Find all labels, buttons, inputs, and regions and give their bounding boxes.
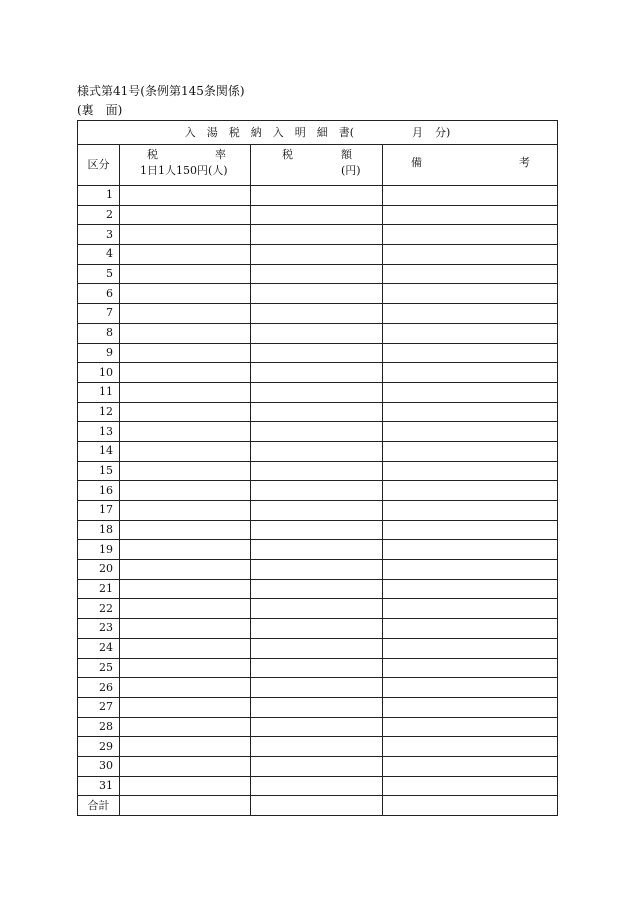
rate-cell[interactable] (120, 756, 251, 776)
table-title-month: 月 (412, 125, 424, 139)
amount-cell[interactable] (251, 284, 383, 304)
rate-cell[interactable] (120, 481, 251, 501)
remarks-cell[interactable] (383, 245, 558, 265)
amount-cell[interactable] (251, 737, 383, 757)
remarks-cell[interactable] (383, 540, 558, 560)
remarks-cell[interactable] (383, 304, 558, 324)
remarks-cell[interactable] (383, 382, 558, 402)
row-number: 29 (78, 737, 120, 757)
rate-cell[interactable] (120, 186, 251, 206)
table-row (78, 560, 558, 580)
remarks-cell[interactable] (383, 737, 558, 757)
header-tax-amount (251, 145, 383, 186)
remarks-cell[interactable] (383, 225, 558, 245)
table-row (78, 599, 558, 619)
amount-cell[interactable] (251, 697, 383, 717)
header-tax-amount-char1: 税 (282, 148, 293, 161)
row-number: 3 (78, 225, 120, 245)
amount-cell[interactable] (251, 205, 383, 225)
remarks-cell[interactable] (383, 186, 558, 206)
remarks-cell[interactable] (383, 323, 558, 343)
row-number: 11 (78, 382, 120, 402)
table-row (78, 619, 558, 639)
remarks-cell[interactable] (383, 776, 558, 796)
row-number: 23 (78, 619, 120, 639)
rate-cell[interactable] (120, 343, 251, 363)
table-row (78, 481, 558, 501)
rate-cell[interactable] (120, 245, 251, 265)
row-number: 5 (78, 264, 120, 284)
row-number: 16 (78, 481, 120, 501)
header-remarks (383, 145, 558, 186)
remarks-cell[interactable] (383, 579, 558, 599)
rate-cell[interactable] (120, 461, 251, 481)
row-number: 17 (78, 501, 120, 521)
remarks-cell[interactable] (383, 284, 558, 304)
row-number: 28 (78, 717, 120, 737)
rate-cell[interactable] (120, 422, 251, 442)
remarks-cell[interactable] (383, 678, 558, 698)
row-number: 15 (78, 461, 120, 481)
rate-cell[interactable] (120, 737, 251, 757)
amount-cell[interactable] (251, 323, 383, 343)
header-tax-rate-char2: 率 (215, 148, 226, 161)
remarks-cell[interactable] (383, 717, 558, 737)
rate-cell[interactable] (120, 697, 251, 717)
total-label: 合計 (78, 796, 120, 816)
rate-cell[interactable] (120, 678, 251, 698)
row-number: 9 (78, 343, 120, 363)
rate-cell[interactable] (120, 776, 251, 796)
rate-cell[interactable] (120, 441, 251, 461)
row-number: 30 (78, 756, 120, 776)
amount-cell[interactable] (251, 756, 383, 776)
remarks-cell[interactable] (383, 481, 558, 501)
table-row (78, 441, 558, 461)
amount-cell[interactable] (251, 501, 383, 521)
header-tax-rate-subtext: 1日1人150円(人) (140, 164, 228, 177)
table-row (78, 579, 558, 599)
table-row (78, 343, 558, 363)
amount-cell[interactable] (251, 560, 383, 580)
table-row (78, 402, 558, 422)
rate-cell[interactable] (120, 225, 251, 245)
remarks-cell[interactable] (383, 264, 558, 284)
total-rate-cell[interactable] (120, 796, 251, 816)
table-row (78, 225, 558, 245)
amount-cell[interactable] (251, 422, 383, 442)
remarks-cell[interactable] (383, 756, 558, 776)
table-row (78, 697, 558, 717)
rate-cell[interactable] (120, 363, 251, 383)
rate-cell[interactable] (120, 540, 251, 560)
rate-cell[interactable] (120, 520, 251, 540)
amount-cell[interactable] (251, 343, 383, 363)
amount-cell[interactable] (251, 245, 383, 265)
remarks-cell[interactable] (383, 205, 558, 225)
remarks-cell[interactable] (383, 441, 558, 461)
table-row (78, 717, 558, 737)
total-remarks-cell[interactable] (383, 796, 558, 816)
amount-cell[interactable] (251, 382, 383, 402)
row-number: 8 (78, 323, 120, 343)
amount-cell[interactable] (251, 481, 383, 501)
rate-cell[interactable] (120, 717, 251, 737)
amount-cell[interactable] (251, 520, 383, 540)
table-row (78, 737, 558, 757)
table-row (78, 323, 558, 343)
table-row (78, 461, 558, 481)
remarks-cell[interactable] (383, 520, 558, 540)
page-side-label: (裏 面) (77, 103, 123, 117)
table-row (78, 520, 558, 540)
header-kubun: 区分 (78, 145, 120, 186)
amount-cell[interactable] (251, 402, 383, 422)
table-row (78, 422, 558, 442)
table-row (78, 678, 558, 698)
header-remarks-char1: 備 (411, 156, 422, 169)
amount-cell[interactable] (251, 776, 383, 796)
table-row (78, 501, 558, 521)
remarks-cell[interactable] (383, 402, 558, 422)
remarks-cell[interactable] (383, 422, 558, 442)
amount-cell[interactable] (251, 678, 383, 698)
remarks-cell[interactable] (383, 343, 558, 363)
amount-cell[interactable] (251, 658, 383, 678)
table-row (78, 363, 558, 383)
header-tax-rate-char1: 税 (147, 148, 158, 161)
table-row (78, 756, 558, 776)
total-amount-cell[interactable] (251, 796, 383, 816)
rate-cell[interactable] (120, 304, 251, 324)
row-number: 18 (78, 520, 120, 540)
amount-cell[interactable] (251, 441, 383, 461)
row-number: 24 (78, 638, 120, 658)
row-number: 1 (78, 186, 120, 206)
rate-cell[interactable] (120, 382, 251, 402)
row-number: 10 (78, 363, 120, 383)
row-number: 21 (78, 579, 120, 599)
remarks-cell[interactable] (383, 619, 558, 639)
row-number: 19 (78, 540, 120, 560)
row-number: 4 (78, 245, 120, 265)
remarks-cell[interactable] (383, 560, 558, 580)
row-number: 12 (78, 402, 120, 422)
row-number: 20 (78, 560, 120, 580)
remarks-cell[interactable] (383, 697, 558, 717)
remarks-cell[interactable] (383, 461, 558, 481)
rate-cell[interactable] (120, 619, 251, 639)
rate-cell[interactable] (120, 560, 251, 580)
amount-cell[interactable] (251, 461, 383, 481)
row-number: 31 (78, 776, 120, 796)
table-body (78, 121, 558, 816)
rate-cell[interactable] (120, 205, 251, 225)
table-title-suffix: 分) (435, 125, 451, 139)
table-row (78, 264, 558, 284)
amount-cell[interactable] (251, 619, 383, 639)
amount-cell[interactable] (251, 225, 383, 245)
header-remarks-char2: 考 (519, 156, 530, 169)
form-number-label: 様式第41号(条例第145条関係) (77, 84, 245, 98)
row-number: 25 (78, 658, 120, 678)
header-tax-amount-char2: 額 (341, 148, 352, 161)
table-row (78, 304, 558, 324)
rate-cell[interactable] (120, 402, 251, 422)
amount-cell[interactable] (251, 540, 383, 560)
header-tax-amount-unit: (円) (341, 164, 361, 177)
header-tax-rate (120, 145, 251, 186)
remarks-cell[interactable] (383, 363, 558, 383)
row-number: 6 (78, 284, 120, 304)
row-number: 14 (78, 441, 120, 461)
remarks-cell[interactable] (383, 658, 558, 678)
rate-cell[interactable] (120, 501, 251, 521)
amount-cell[interactable] (251, 363, 383, 383)
rate-cell[interactable] (120, 264, 251, 284)
row-number: 27 (78, 697, 120, 717)
table-row (78, 776, 558, 796)
rate-cell[interactable] (120, 579, 251, 599)
table-row (78, 284, 558, 304)
table-row (78, 658, 558, 678)
amount-cell[interactable] (251, 304, 383, 324)
rate-cell[interactable] (120, 284, 251, 304)
rate-cell[interactable] (120, 658, 251, 678)
total-row (78, 796, 558, 816)
amount-cell[interactable] (251, 599, 383, 619)
header-row (78, 145, 558, 186)
tax-payment-detail-table (77, 120, 558, 816)
rate-cell[interactable] (120, 638, 251, 658)
table-title: 入 湯 税 納 入 明 細 書( (184, 125, 355, 139)
amount-cell[interactable] (251, 638, 383, 658)
amount-cell[interactable] (251, 186, 383, 206)
row-number: 22 (78, 599, 120, 619)
row-number: 7 (78, 304, 120, 324)
rate-cell[interactable] (120, 599, 251, 619)
table-row (78, 638, 558, 658)
table-row (78, 186, 558, 206)
row-number: 13 (78, 422, 120, 442)
table-title-cell (78, 121, 558, 145)
amount-cell[interactable] (251, 579, 383, 599)
table-row (78, 205, 558, 225)
remarks-cell[interactable] (383, 501, 558, 521)
amount-cell[interactable] (251, 264, 383, 284)
rate-cell[interactable] (120, 323, 251, 343)
row-number: 26 (78, 678, 120, 698)
title-row (78, 121, 558, 145)
row-number: 2 (78, 205, 120, 225)
table-row (78, 540, 558, 560)
amount-cell[interactable] (251, 717, 383, 737)
table-row (78, 245, 558, 265)
remarks-cell[interactable] (383, 638, 558, 658)
table-row (78, 382, 558, 402)
remarks-cell[interactable] (383, 599, 558, 619)
